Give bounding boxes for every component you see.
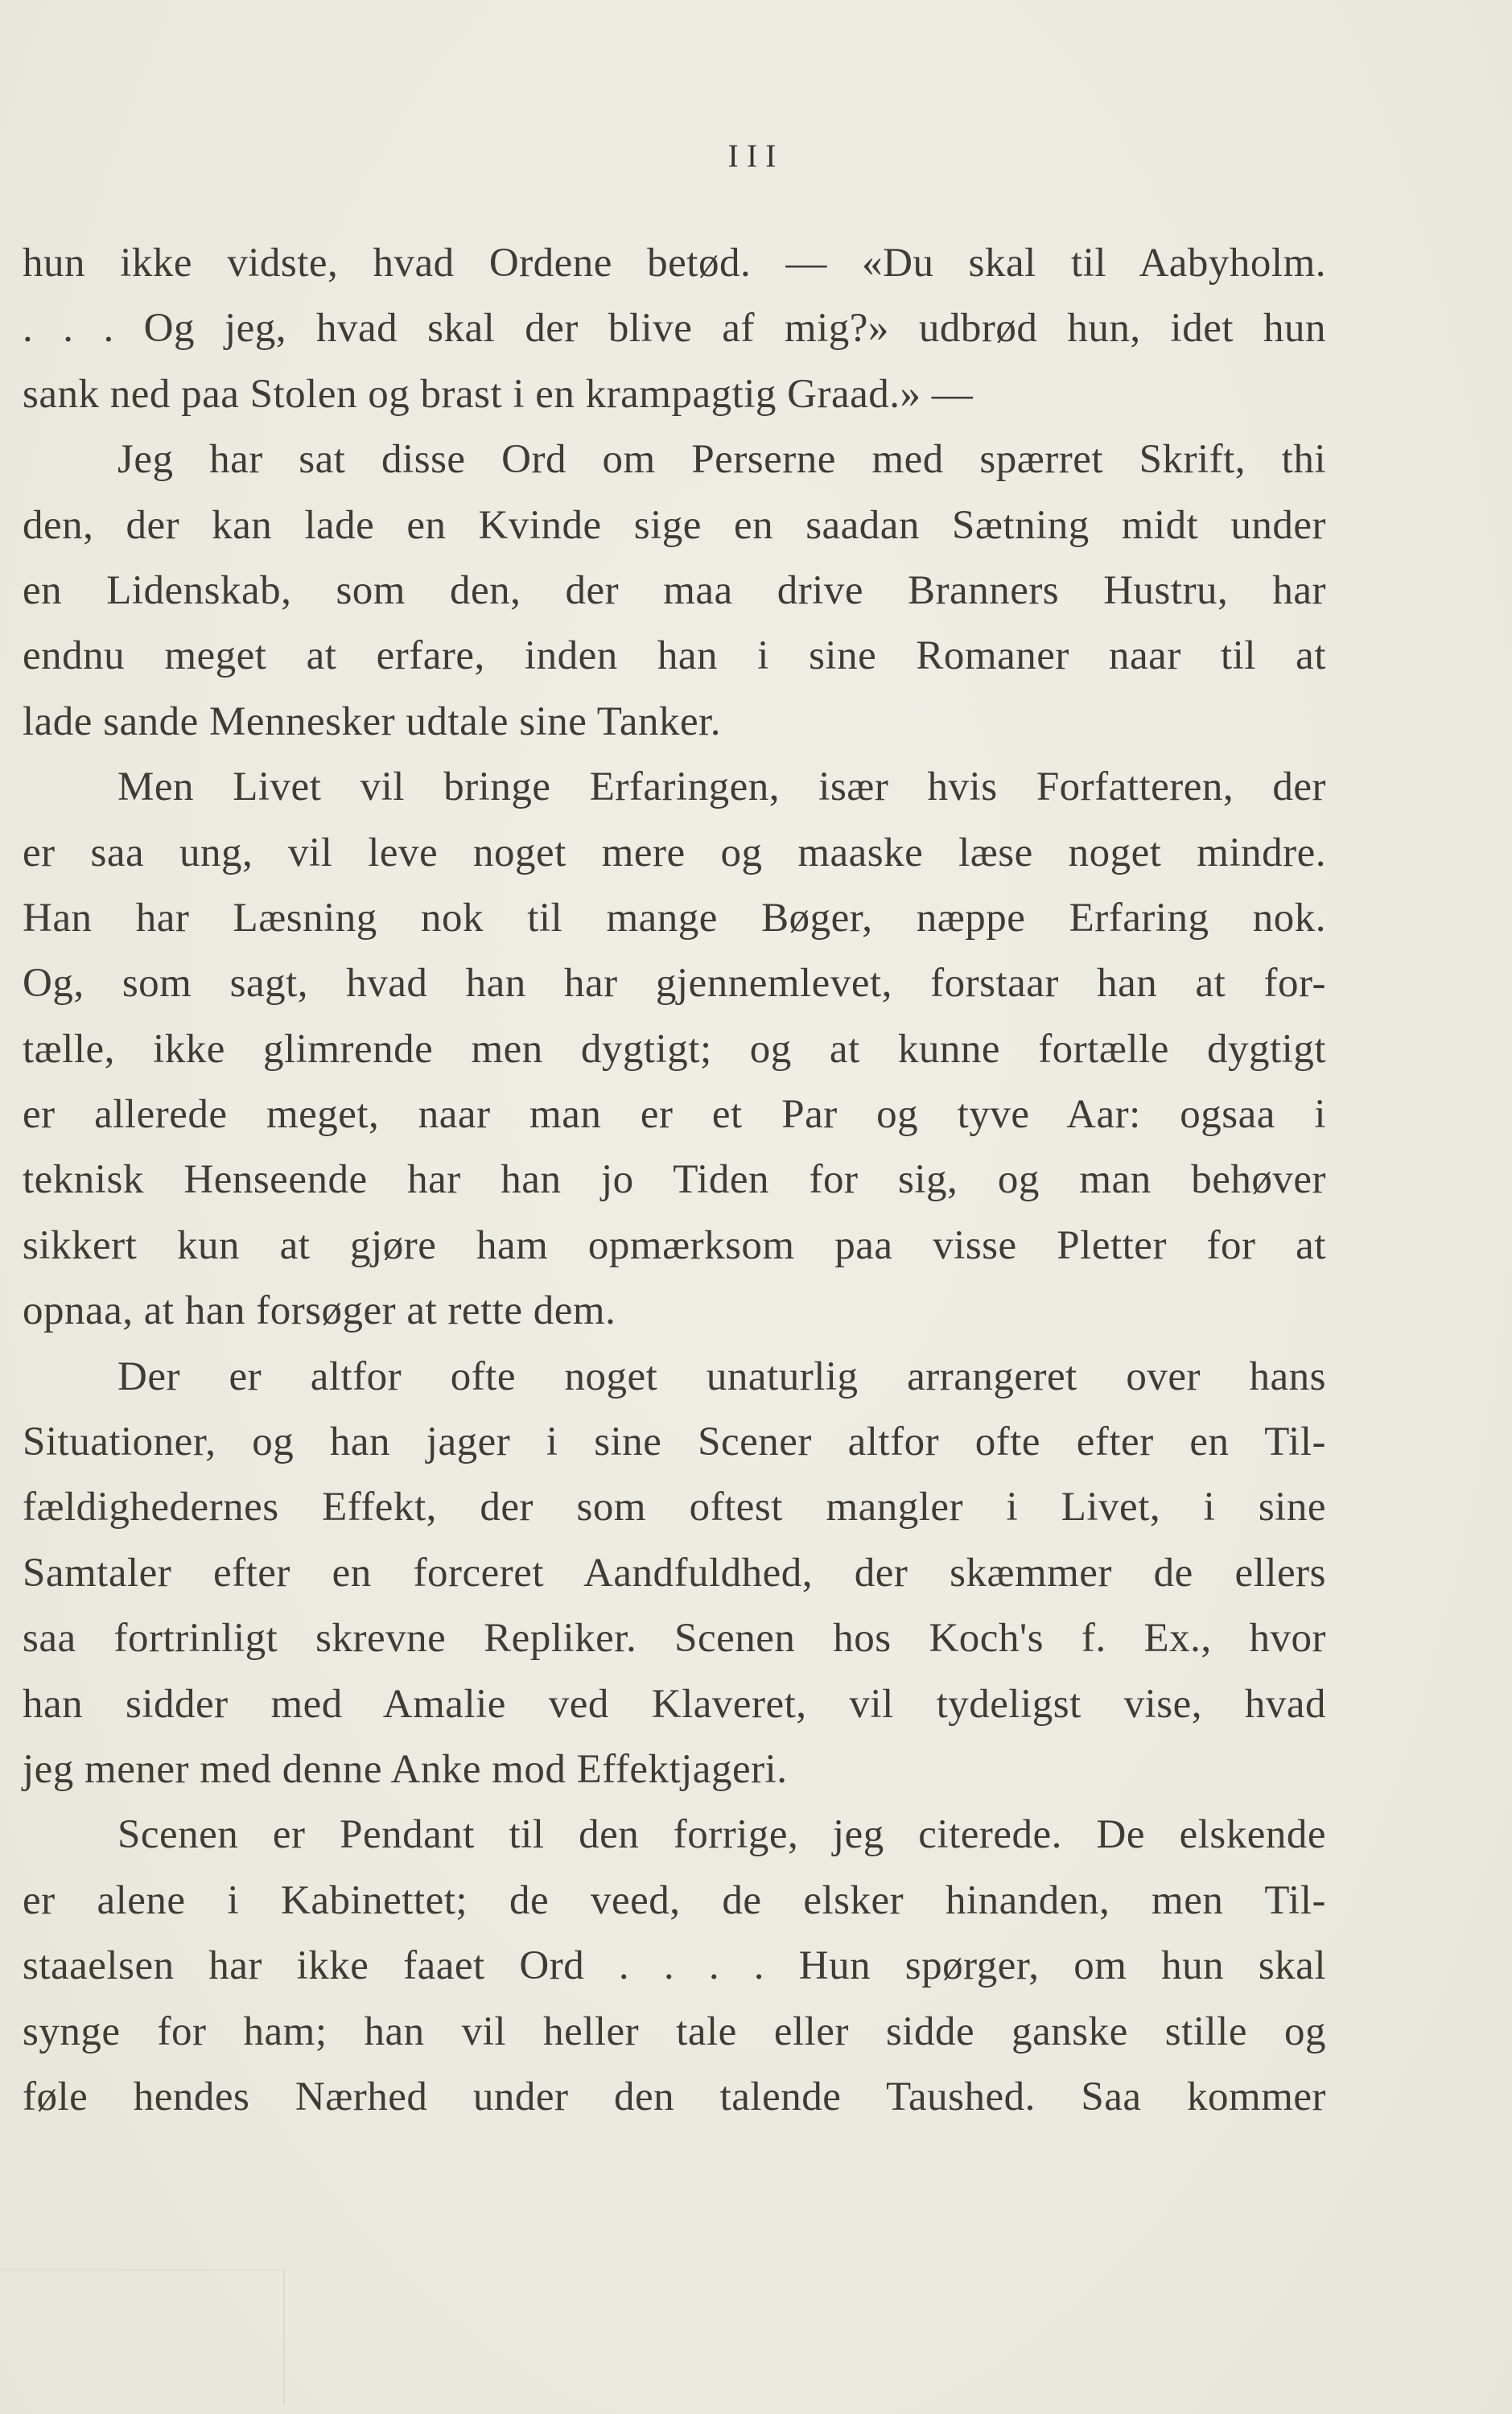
text-line: endnu meget at erfare, inden han i sine Romaner naar til at	[23, 633, 1326, 679]
text-line: en Lidenskab, som den, der maa drive Branners Hustru, har	[23, 567, 1326, 613]
text-line: tælle, ikke glimrende men dygtigt; og at kunne fortælle dygtigt	[23, 1026, 1326, 1072]
text-line: den, der kan lade en Kvinde sige en saadan Sætning midt under	[23, 502, 1326, 548]
text-line: synge for ham; han vil heller tale eller sidde ganske stille og	[23, 2008, 1326, 2054]
text-line: Situationer, og han jager i sine Scener altfor ofte efter en Til-	[23, 1419, 1326, 1465]
text-line: lade sande Mennesker udtale sine Tanker.	[23, 698, 722, 744]
text-line: Scenen er Pendant til den forrige, jeg citerede. De elskende	[117, 1812, 1326, 1858]
text-line: . . . Og jeg, hvad skal der blive af mig?» udbrød hun, idet hun	[23, 306, 1326, 352]
text-line: hun ikke vidste, hvad Ordene betød. — «Du skal til Aabyholm.	[23, 241, 1326, 286]
text-line: han sidder med Amalie ved Klaveret, vil tydeligst vise, hvad	[23, 1681, 1326, 1727]
text-line: føle hendes Nærhed under den talende Taushed. Saa kommer	[23, 2074, 1326, 2119]
text-line: saa fortrinligt skrevne Repliker. Scenen hos Koch's f. Ex., hvor	[23, 1616, 1326, 1662]
text-line: Men Livet vil bringe Erfaringen, især hvis Forfatteren, der	[117, 764, 1326, 810]
text-line: sank ned paa Stolen og brast i en krampagtig Graad.» —	[23, 371, 974, 417]
text-line: Han har Læsning nok til mange Bøger, næppe Erfaring nok.	[23, 895, 1326, 941]
text-line: er saa ung, vil leve noget mere og maaske læse noget mindre.	[23, 830, 1326, 875]
scan-edge-mark	[0, 2269, 285, 2406]
text-line: fældighedernes Effekt, der som oftest mangler i Livet, i sine	[23, 1485, 1326, 1530]
text-line: Samtaler efter en forceret Aandfuldhed, der skæmmer de ellers	[23, 1550, 1326, 1596]
text-line: sikkert kun at gjøre ham opmærksom paa visse Pletter for at	[23, 1222, 1326, 1268]
text-line: er alene i Kabinettet; de veed, de elsker hinanden, men Til-	[23, 1877, 1326, 1923]
body-text	[23, 231, 1326, 2130]
text-line: er allerede meget, naar man er et Par og tyve Aar: ogsaa i	[23, 1092, 1326, 1138]
text-line: opnaa, at han forsøger at rette dem.	[23, 1288, 616, 1334]
text-line: staaelsen har ikke faaet Ord . . . . Hun spørger, om hun skal	[23, 1943, 1326, 1989]
text-line: teknisk Henseende har han jo Tiden for sig, og man behøver	[23, 1157, 1326, 1203]
text-line: jeg mener med denne Anke mod Effektjageri.	[23, 1746, 788, 1792]
text-line: Jeg har sat disse Ord om Perserne med spærret Skrift, thi	[117, 437, 1326, 483]
text-line: Der er altfor ofte noget unaturlig arrangeret over hans	[117, 1353, 1326, 1399]
page-number: III	[727, 138, 785, 174]
text-line: Og, som sagt, hvad han har gjennemlevet, forstaar han at for-	[23, 961, 1326, 1007]
